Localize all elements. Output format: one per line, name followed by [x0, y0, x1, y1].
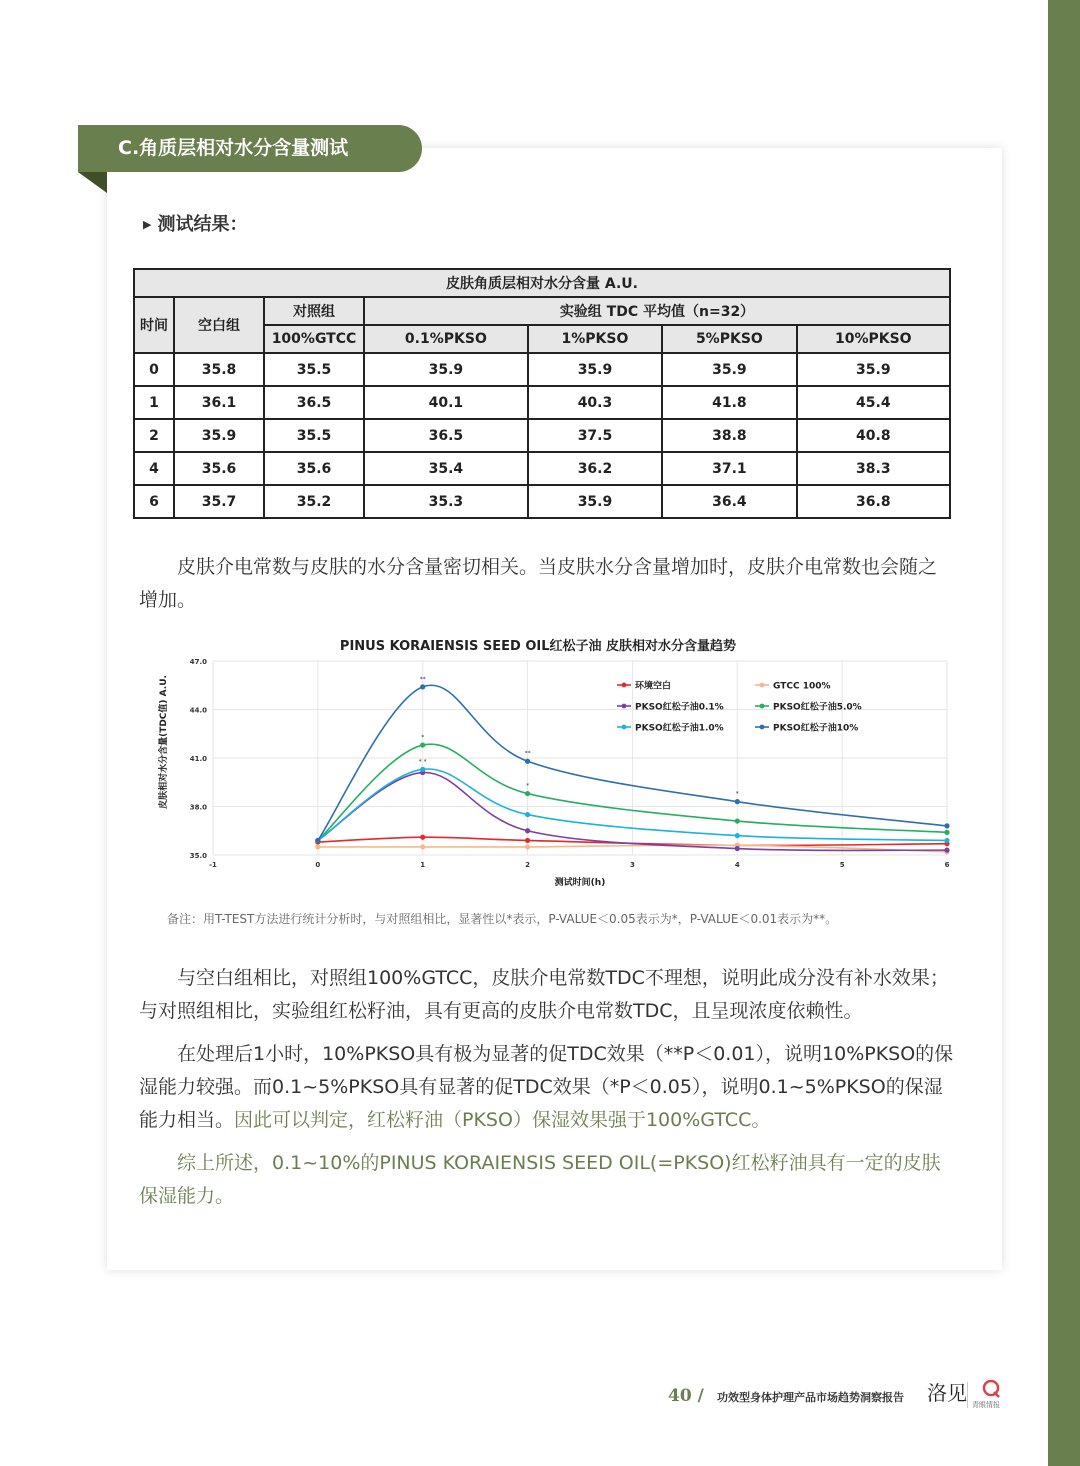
subhead — [143, 210, 247, 236]
page-slash: / — [697, 1386, 704, 1406]
table-title: 皮肤角质层相对水分含量 A.U. — [134, 269, 950, 297]
data-point — [525, 844, 530, 849]
table-cell: 35.9 — [528, 353, 662, 386]
data-point — [420, 844, 425, 849]
data-point — [944, 823, 949, 828]
y-tick-label: 35.0 — [189, 852, 207, 860]
significance-mark: * * — [418, 758, 427, 766]
legend-label: 环境空白 — [635, 681, 672, 692]
data-point — [525, 812, 530, 817]
legend-label: GTCC 100% — [773, 681, 831, 692]
significance-mark: * — [526, 782, 530, 790]
data-point — [525, 828, 530, 833]
paragraph-3a: 在处理后1小时，10%PKSO具有极为显著的促TDC效果（**P＜0.01），说明10%PKSO的保湿能力较强。而0.1~5%PKSO具有显著的促TDC效果（*P＜0.05），说明0.1~5%PKSO的保湿能力相当。 — [139, 1043, 954, 1131]
col-exp-3: 10%PKSO — [797, 325, 950, 353]
legend-label: PKSO红松子油0.1% — [635, 702, 724, 713]
x-tick-label: 1 — [420, 861, 426, 869]
legend-label: PKSO红松子油1.0% — [635, 723, 724, 734]
paragraph-2: 与空白组相比，对照组100%GTCC，皮肤介电常数TDC不理想，说明此成分没有补水效果；与对照组相比，实验组红松籽油，具有更高的皮肤介电常数TDC，且呈现浓度依赖性。 — [139, 967, 949, 1022]
table-cell: 1 — [134, 386, 174, 419]
side-bar — [1048, 0, 1080, 1466]
table-cell: 35.9 — [662, 353, 796, 386]
logo1-text: 洛见 — [927, 1381, 967, 1405]
triangle-icon: ▶ — [143, 218, 152, 231]
data-point — [525, 759, 530, 764]
data-point — [525, 838, 530, 843]
moisture-table — [133, 268, 951, 519]
significance-mark: * — [735, 790, 739, 798]
significance-mark: ** — [419, 675, 426, 683]
table-cell: 6 — [134, 485, 174, 518]
trend-chart — [150, 630, 950, 895]
table-row — [134, 452, 950, 485]
page-number-value: 40 — [668, 1386, 692, 1406]
data-point — [315, 844, 320, 849]
data-point — [420, 767, 425, 772]
stat-note: 备注：用T-TEST方法进行统计分析时，与对照组相比，显著性以*表示，P-VALUE＜0.05表示为*，P-VALUE＜0.01表示为**。 — [167, 912, 838, 926]
col-exp-0: 0.1%PKSO — [364, 325, 528, 353]
x-tick-label: 3 — [629, 861, 635, 869]
paragraph-1: 皮肤介电常数与皮肤的水分含量密切相关。当皮肤水分含量增加时，皮肤介电常数也会随之增加。 — [139, 556, 938, 611]
legend-dot — [622, 725, 627, 730]
y-tick-label: 38.0 — [189, 803, 207, 812]
table-cell: 35.3 — [364, 485, 528, 518]
x-axis-label: 测试时间(h) — [554, 878, 606, 888]
legend-label: PKSO红松子油10% — [773, 723, 859, 734]
table-cell: 35.5 — [264, 353, 364, 386]
data-point — [735, 846, 740, 851]
paragraph-3 — [139, 1038, 954, 1137]
report-title: 功效型身体护理产品市场趋势洞察报告 — [717, 1391, 904, 1404]
table-cell: 35.9 — [528, 485, 662, 518]
table-cell: 35.9 — [174, 419, 264, 452]
y-tick-label: 41.0 — [189, 755, 207, 763]
page-number — [668, 1386, 704, 1406]
table-cell: 45.4 — [797, 386, 950, 419]
table-cell: 37.1 — [662, 452, 796, 485]
chart-title: PINUS KORAIENSIS SEED OIL红松子油 皮肤相对水分含量趋势 — [339, 639, 737, 654]
x-tick-label: -1 — [209, 861, 217, 869]
y-axis-label: 皮肤相对水分含量(TDC值) A.U. — [159, 675, 169, 809]
significance-mark: * — [421, 734, 425, 742]
paragraph-4: 综上所述，0.1~10%的PINUS KORAIENSIS SEED OIL(=PKSO)红松籽油具有一定的皮肤保湿能力。 — [139, 1152, 941, 1207]
chart-svg — [150, 630, 950, 895]
table-cell: 35.6 — [174, 452, 264, 485]
y-tick-label: 44.0 — [189, 706, 207, 715]
x-tick-label: 6 — [944, 861, 950, 869]
x-tick-label: 4 — [734, 861, 740, 869]
table-cell: 35.7 — [174, 485, 264, 518]
table-cell: 0 — [134, 353, 174, 386]
data-point — [735, 818, 740, 823]
table-cell: 36.1 — [174, 386, 264, 419]
significance-mark: ** — [524, 750, 531, 758]
table-cell: 36.4 — [662, 485, 796, 518]
section-title: C.角质层相对水分含量测试 — [78, 125, 422, 172]
col-control: 对照组 — [264, 297, 364, 325]
legend-dot — [622, 683, 627, 688]
data-point — [735, 799, 740, 804]
table-cell: 40.8 — [797, 419, 950, 452]
luojian-logo-icon — [925, 1378, 967, 1408]
logo-divider — [967, 1382, 968, 1408]
data-point — [525, 791, 530, 796]
table-cell: 35.4 — [364, 452, 528, 485]
legend-dot — [760, 725, 765, 730]
table-cell: 2 — [134, 419, 174, 452]
legend-label: PKSO红松子油5.0% — [773, 702, 862, 713]
x-tick-label: 5 — [839, 861, 845, 869]
table-row — [134, 353, 950, 386]
table-cell: 36.5 — [364, 419, 528, 452]
data-point — [944, 848, 949, 853]
legend-dot — [760, 704, 765, 709]
col-exp: 实验组 TDC 平均值（n=32） — [364, 297, 950, 325]
legend-dot — [760, 683, 765, 688]
table-cell: 4 — [134, 452, 174, 485]
table-cell: 35.8 — [174, 353, 264, 386]
table-cell: 37.5 — [528, 419, 662, 452]
table-cell: 35.9 — [797, 353, 950, 386]
table-cell: 35.2 — [264, 485, 364, 518]
paragraph-3b: 因此可以判定，红松籽油（PKSO）保湿效果强于100%GTCC。 — [234, 1109, 771, 1131]
x-tick-label: 0 — [315, 861, 321, 869]
data-point — [944, 838, 949, 843]
table-row — [134, 485, 950, 518]
col-blank: 空白组 — [174, 297, 264, 353]
table-cell: 36.2 — [528, 452, 662, 485]
subhead-label: 测试结果： — [157, 214, 248, 235]
table-cell: 36.5 — [264, 386, 364, 419]
col-exp-1: 1%PKSO — [528, 325, 662, 353]
data-point — [420, 835, 425, 840]
data-point — [420, 684, 425, 689]
x-tick-label: 2 — [525, 861, 531, 869]
y-tick-label: 47.0 — [189, 658, 207, 666]
data-point — [735, 833, 740, 838]
col-exp-2: 5%PKSO — [662, 325, 796, 353]
table-cell: 40.1 — [364, 386, 528, 419]
table-row — [134, 419, 950, 452]
data-point — [315, 838, 320, 843]
table-cell: 36.8 — [797, 485, 950, 518]
table-cell: 38.3 — [797, 452, 950, 485]
table-cell: 40.3 — [528, 386, 662, 419]
data-point — [944, 830, 949, 835]
col-control-sub: 100%GTCC — [264, 325, 364, 353]
banner-fold — [78, 172, 107, 193]
table-cell: 38.8 — [662, 419, 796, 452]
table-cell: 35.9 — [364, 353, 528, 386]
legend-dot — [622, 704, 627, 709]
logo2-text: 青眼情报 — [972, 1401, 1000, 1409]
table-cell: 41.8 — [662, 386, 796, 419]
table-row — [134, 386, 950, 419]
table-cell: 35.5 — [264, 419, 364, 452]
col-time: 时间 — [134, 297, 174, 353]
data-point — [420, 742, 425, 747]
table-cell: 35.6 — [264, 452, 364, 485]
